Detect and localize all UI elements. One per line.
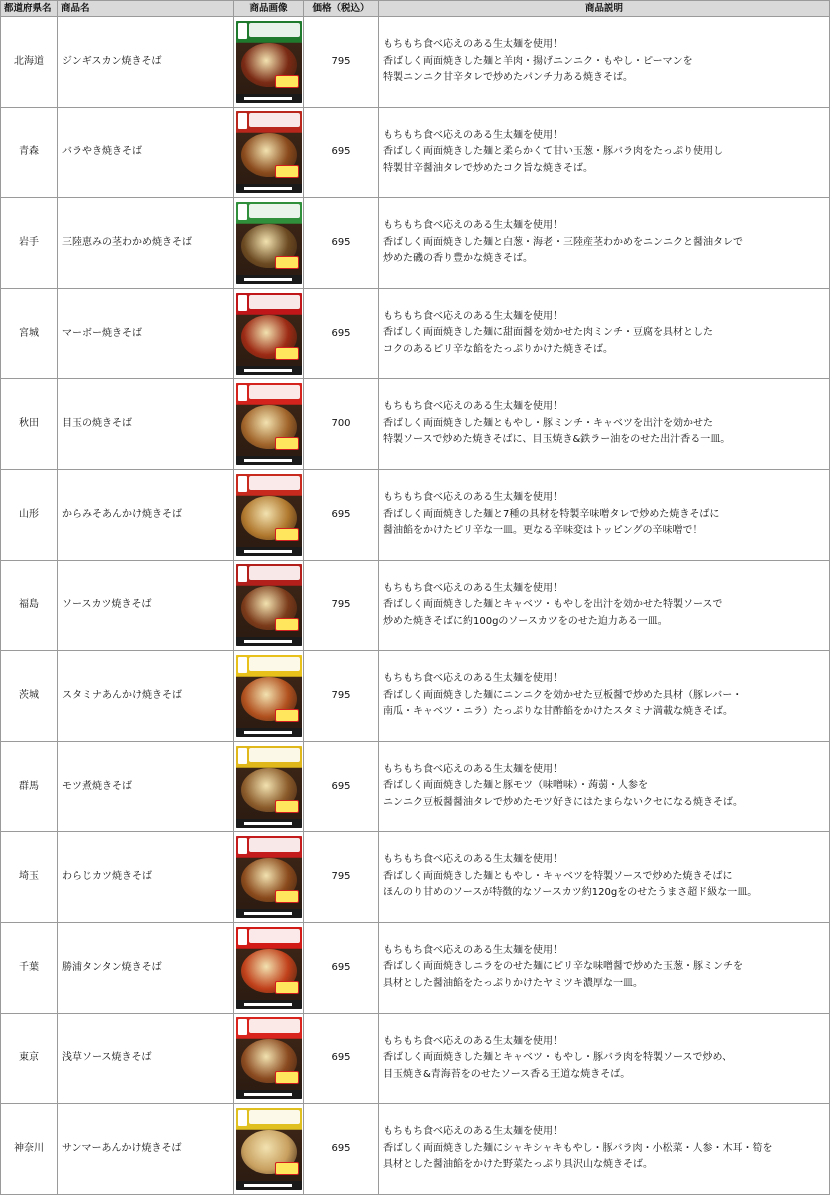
price-cell: 695 <box>304 922 379 1013</box>
description-line: 南瓜・キャベツ・ニラ）たっぷりな甘酢餡をかけたスタミナ満載な焼きそば。 <box>383 706 733 718</box>
product-image-cell <box>234 379 304 470</box>
product-image-cell <box>234 651 304 742</box>
table-row <box>1 288 830 379</box>
product-name-cell: マーボー焼きそば <box>58 288 234 379</box>
price-cell: 795 <box>304 832 379 923</box>
table-row <box>1 17 830 108</box>
description-line: 香ばしく両面焼きした麺ともやし・キャベツを特製ソースで炒めた焼きそばに <box>383 870 733 882</box>
description-line: もちもち食べ応えのある生太麺を使用！ <box>383 673 563 685</box>
prefecture-cell: 北海道 <box>1 17 58 108</box>
description-line: もちもち食べ応えのある生太麺を使用！ <box>383 39 563 51</box>
description-cell <box>379 107 830 198</box>
product-image-cell <box>234 832 304 923</box>
price-cell: 695 <box>304 469 379 560</box>
product-image-cell <box>234 560 304 651</box>
description-cell <box>379 560 830 651</box>
prefecture-cell: 神奈川 <box>1 1104 58 1195</box>
description-line: もちもち食べ応えのある生太麺を使用！ <box>383 310 563 322</box>
description-line: 炒めた磯の香り豊かな焼きそば。 <box>383 253 533 265</box>
description-line: 具材とした醤油餡をかけた野菜たっぷり具沢山な焼きそば。 <box>383 1159 653 1171</box>
table-row <box>1 198 830 289</box>
prefecture-cell: 東京 <box>1 1013 58 1104</box>
prefecture-cell: 山形 <box>1 469 58 560</box>
product-package-image <box>236 111 302 193</box>
product-image-cell <box>234 107 304 198</box>
product-package-image <box>236 655 302 737</box>
product-package-image <box>236 21 302 103</box>
description-line: 香ばしく両面焼きした麺にニンニクを効かせた豆板醤で炒めた具材（豚レバー・ <box>383 689 743 701</box>
description-line: 香ばしく両面焼きした麺と羊肉・揚げニンニク・もやし・ピーマンを <box>383 55 693 67</box>
product-image-cell <box>234 922 304 1013</box>
description-line: 醤油餡をかけたピリ辛な一皿。更なる辛味変はトッピングの辛味噌で！ <box>383 525 703 537</box>
product-package-image <box>236 293 302 375</box>
table-row <box>1 832 830 923</box>
description-cell <box>379 832 830 923</box>
product-image-cell <box>234 17 304 108</box>
product-image-cell <box>234 198 304 289</box>
product-package-image <box>236 474 302 556</box>
price-cell: 700 <box>304 379 379 470</box>
table-row <box>1 560 830 651</box>
product-image-cell <box>234 741 304 832</box>
description-line: ニンニク豆板醤醤油タレで炒めたモツ好きにはたまらないクセになる焼きそば。 <box>383 796 743 808</box>
table-row <box>1 741 830 832</box>
product-package-image <box>236 1108 302 1190</box>
product-image-cell <box>234 1013 304 1104</box>
description-line: もちもち食べ応えのある生太麺を使用！ <box>383 582 563 594</box>
prefecture-cell: 千葉 <box>1 922 58 1013</box>
prefecture-cell: 福島 <box>1 560 58 651</box>
description-cell <box>379 469 830 560</box>
product-package-image <box>236 927 302 1009</box>
table-row <box>1 651 830 742</box>
prefecture-cell: 秋田 <box>1 379 58 470</box>
price-cell: 695 <box>304 198 379 289</box>
description-cell <box>379 17 830 108</box>
table-row <box>1 1013 830 1104</box>
price-cell: 795 <box>304 560 379 651</box>
description-cell <box>379 379 830 470</box>
product-name-cell: 目玉の焼きそば <box>58 379 234 470</box>
price-cell: 695 <box>304 288 379 379</box>
product-package-image <box>236 202 302 284</box>
product-name-cell: モツ煮焼きそば <box>58 741 234 832</box>
header-price: 価格（税込） <box>304 1 379 17</box>
product-package-image <box>236 564 302 646</box>
description-line: もちもち食べ応えのある生太麺を使用！ <box>383 129 563 141</box>
header-prefecture: 都道府県名 <box>1 1 58 17</box>
description-line: 目玉焼き&青海苔をのせたソース香る王道な焼きそば。 <box>383 1068 631 1080</box>
prefecture-cell: 青森 <box>1 107 58 198</box>
price-cell: 695 <box>304 741 379 832</box>
price-cell: 695 <box>304 1104 379 1195</box>
description-line: 香ばしく両面焼きした麺ともやし・豚ミンチ・キャベツを出汁を効かせた <box>383 417 713 429</box>
product-name-cell: 浅草ソース焼きそば <box>58 1013 234 1104</box>
product-name-cell: 三陸恵みの茎わかめ焼きそば <box>58 198 234 289</box>
product-name-cell: からみそあんかけ焼きそば <box>58 469 234 560</box>
product-name-cell: バラやき焼きそば <box>58 107 234 198</box>
description-cell <box>379 1104 830 1195</box>
description-line: 香ばしく両面焼きした麺とキャベツ・もやしを出汁を効かせた特製ソースで <box>383 599 723 611</box>
prefecture-cell: 茨城 <box>1 651 58 742</box>
header-product-name: 商品名 <box>58 1 234 17</box>
description-cell <box>379 651 830 742</box>
description-line: 特製甘辛醤油タレで炒めたコク旨な焼きそば。 <box>383 162 593 174</box>
product-package-image <box>236 746 302 828</box>
header-product-image: 商品画像 <box>234 1 304 17</box>
product-package-image <box>236 1017 302 1099</box>
product-name-cell: 勝浦タンタン焼きそば <box>58 922 234 1013</box>
product-name-cell: サンマーあんかけ焼きそば <box>58 1104 234 1195</box>
prefecture-cell: 群馬 <box>1 741 58 832</box>
header-row <box>1 1 830 17</box>
description-line: 香ばしく両面焼きした麺と柔らかくて甘い玉葱・豚バラ肉をたっぷり使用し <box>383 146 723 158</box>
description-cell <box>379 198 830 289</box>
description-cell <box>379 741 830 832</box>
product-name-cell: スタミナあんかけ焼きそば <box>58 651 234 742</box>
description-line: 特製ソースで炒めた焼きそばに、目玉焼き&鉄ラー油をのせた出汁香る一皿。 <box>383 434 731 446</box>
product-name-cell: ソースカツ焼きそば <box>58 560 234 651</box>
description-line: 香ばしく両面焼きしニラをのせた麺にピリ辛な味噌醤で炒めた玉葱・豚ミンチを <box>383 961 743 973</box>
description-line: 香ばしく両面焼きした麺とキャベツ・もやし・豚バラ肉を特製ソースで炒め、 <box>383 1052 733 1064</box>
description-line: 香ばしく両面焼きした麺と7種の具材を特製辛味噌タレで炒めた焼きそばに <box>383 508 720 520</box>
table-row <box>1 107 830 198</box>
description-line: もちもち食べ応えのある生太麺を使用！ <box>383 492 563 504</box>
description-line: 香ばしく両面焼きした麺と白葱・海老・三陸産茎わかめをニンニクと醤油タレで <box>383 236 743 248</box>
description-line: もちもち食べ応えのある生太麺を使用！ <box>383 1126 563 1138</box>
product-package-image <box>236 836 302 918</box>
prefecture-cell: 岩手 <box>1 198 58 289</box>
description-cell <box>379 922 830 1013</box>
description-line: 香ばしく両面焼きした麺と豚モツ（味噌味）・蒟蒻・人参を <box>383 780 648 792</box>
description-line: もちもち食べ応えのある生太麺を使用！ <box>383 854 563 866</box>
product-image-cell <box>234 1104 304 1195</box>
description-line: もちもち食べ応えのある生太麺を使用！ <box>383 220 563 232</box>
table-row <box>1 1104 830 1195</box>
price-cell: 795 <box>304 17 379 108</box>
description-line: もちもち食べ応えのある生太麺を使用！ <box>383 763 563 775</box>
table-row <box>1 379 830 470</box>
description-line: もちもち食べ応えのある生太麺を使用！ <box>383 401 563 413</box>
description-line: もちもち食べ応えのある生太麺を使用！ <box>383 1035 563 1047</box>
description-line: 炒めた焼きそばに約100gのソースカツをのせた迫力ある一皿。 <box>383 615 668 627</box>
product-name-cell: ジンギスカン焼きそば <box>58 17 234 108</box>
price-cell: 695 <box>304 107 379 198</box>
description-cell <box>379 1013 830 1104</box>
prefecture-cell: 宮城 <box>1 288 58 379</box>
prefecture-cell: 埼玉 <box>1 832 58 923</box>
description-line: 香ばしく両面焼きした麺にシャキシャキもやし・豚バラ肉・小松菜・人参・木耳・筍を <box>383 1142 773 1154</box>
description-line: 具材とした醤油餡をたっぷりかけたヤミツキ濃厚な一皿。 <box>383 977 643 989</box>
product-package-image <box>236 383 302 465</box>
description-line: 香ばしく両面焼きした麺に甜面醤を効かせた肉ミンチ・豆腐を具材とした <box>383 327 713 339</box>
description-line: 特製ニンニク甘辛タレで炒めたパンチ力ある焼きそば。 <box>383 72 633 84</box>
table-row <box>1 469 830 560</box>
description-line: もちもち食べ応えのある生太麺を使用！ <box>383 944 563 956</box>
product-image-cell <box>234 469 304 560</box>
description-line: コクのあるピリ辛な餡をたっぷりかけた焼きそば。 <box>383 343 613 355</box>
price-cell: 695 <box>304 1013 379 1104</box>
description-line: ほんのり甘めのソースが特徴的なソースカツ約120gをのせたうまさ超ド級な一皿。 <box>383 887 758 899</box>
price-cell: 795 <box>304 651 379 742</box>
product-name-cell: わらじカツ焼きそば <box>58 832 234 923</box>
description-cell <box>379 288 830 379</box>
table-row <box>1 922 830 1013</box>
product-image-cell <box>234 288 304 379</box>
header-description: 商品説明 <box>379 1 830 17</box>
